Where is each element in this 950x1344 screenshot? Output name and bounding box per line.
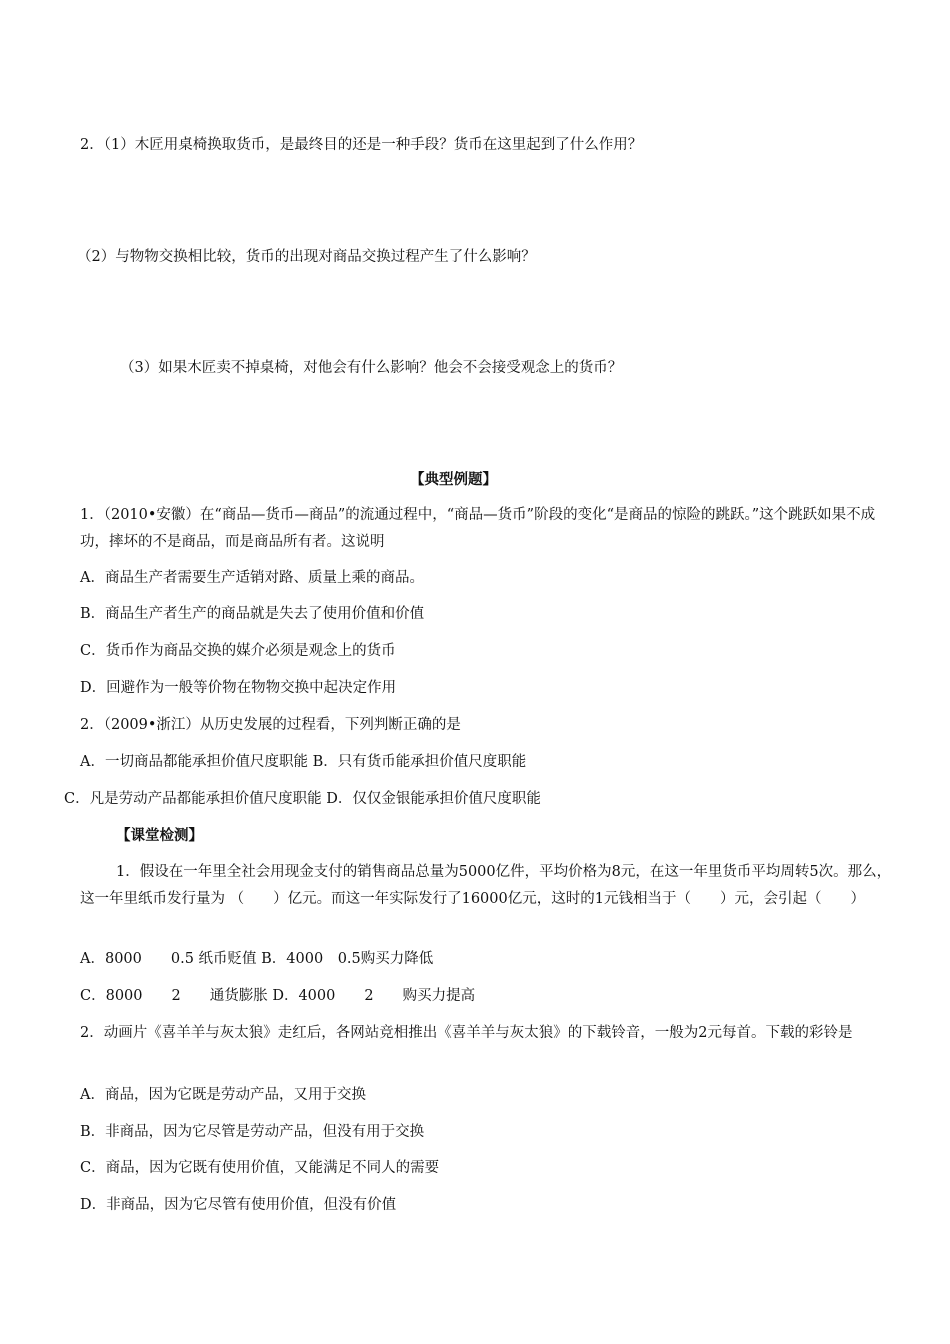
check-1-options-cd: C．8000 2 通货膨胀 D．4000 2 购买力提高	[80, 988, 476, 1004]
check-2-option-c: C．商品，因为它既有使用价值，又能满足不同人的需要	[80, 1160, 440, 1176]
question-2-part-3: （3）如果木匠卖不掉桌椅，对他会有什么影响？他会不会接受观念上的货币？	[120, 360, 623, 376]
check-2-option-d: D．非商品，因为它尽管有使用价值，但没有价值	[80, 1197, 397, 1213]
example-1-stem: 1．（2010•安徽）在“商品—货币—商品”的流通过程中，“商品—货币”阶段的变化“是商品的惊险的跳跃。”这个跳跃如果不成功，摔坏的不是商品，而是商品所有者。这说明	[80, 507, 876, 550]
question-2-part-2: （2）与物物交换相比较，货币的出现对商品交换过程产生了什么影响？	[77, 249, 536, 265]
classroom-check-heading: 【课堂检测】	[116, 827, 203, 844]
check-2-stem: 2．动画片《喜羊羊与灰太狼》走红后，各网站竞相推出《喜羊羊与灰太狼》的下载铃音，一般为2元每首。下载的彩铃是	[80, 1025, 853, 1041]
question-2-part-1: 2．（1）木匠用桌椅换取货币，是最终目的还是一种手段？货币在这里起到了什么作用？	[80, 137, 643, 153]
example-2-stem: 2．（2009•浙江）从历史发展的过程看，下列判断正确的是	[80, 717, 461, 733]
example-1-option-d: D．回避作为一般等价物在物物交换中起决定作用	[80, 680, 397, 696]
check-1-stem: 1．假设在一年里全社会用现金支付的销售商品总量为5000亿件，平均价格为8元，在这一年里货币平均周转5次。那么，这一年里纸币发行量为 （ ）亿元。而这一年实际发行了16000亿元，这时的1元钱相当于（ ）元，会引起（ ）	[80, 864, 892, 907]
example-1-option-a: A．商品生产者需要生产适销对路、质量上乘的商品。	[80, 570, 424, 586]
example-1-option-b: B．商品生产者生产的商品就是失去了使用价值和价值	[80, 606, 425, 622]
example-2-options-ab: A．一切商品都能承担价值尺度职能 B．只有货币能承担价值尺度职能	[80, 754, 527, 770]
typical-examples-heading: 【典型例题】	[410, 471, 497, 488]
example-2-options-cd: C．凡是劳动产品都能承担价值尺度职能 D．仅仅金银能承担价值尺度职能	[64, 791, 541, 807]
check-2-option-b: B．非商品，因为它尽管是劳动产品，但没有用于交换	[80, 1124, 425, 1140]
check-2-option-a: A．商品，因为它既是劳动产品，又用于交换	[80, 1087, 366, 1103]
example-1-option-c: C．货币作为商品交换的媒介必须是观念上的货币	[80, 643, 396, 659]
check-1-options-ab: A．8000 0.5 纸币贬值 B．4000 0.5购买力降低	[80, 951, 434, 967]
